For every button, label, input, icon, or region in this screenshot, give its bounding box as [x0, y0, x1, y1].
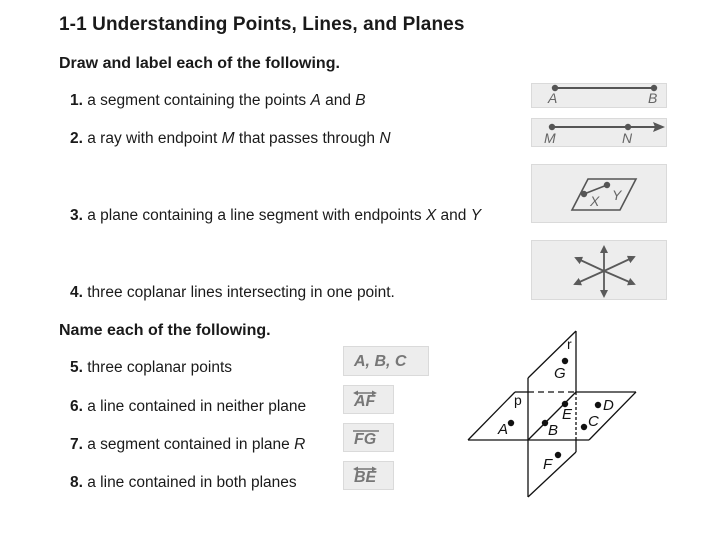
three-intersecting-lines-icon	[532, 241, 668, 301]
answer-box-ray	[531, 118, 667, 147]
question-text: a line contained in both planes	[87, 474, 297, 491]
question-text: a plane containing a line segment with endpoints	[87, 207, 426, 224]
question-2	[70, 130, 391, 148]
svg-text:D: D	[603, 397, 614, 414]
answer-text: FG	[354, 431, 377, 448]
answer-box-5	[343, 346, 429, 376]
variable: M	[221, 130, 235, 147]
answer-box-plane	[531, 164, 667, 223]
question-text: a segment containing the points	[87, 92, 311, 109]
variable: Y	[470, 207, 482, 224]
point-g	[562, 358, 568, 364]
answer-box-lines	[531, 240, 667, 300]
question-text: and	[320, 92, 356, 109]
svg-text:C: C	[588, 413, 599, 430]
question-number: 8.	[70, 474, 83, 491]
section-heading-name: Name each of the following.	[59, 322, 271, 339]
svg-text:G: G	[554, 365, 566, 382]
question-6	[70, 398, 306, 416]
answer-text: BE	[354, 469, 377, 486]
answer-box-6	[343, 385, 394, 414]
variable: B	[355, 92, 366, 109]
question-text: a ray with endpoint	[87, 130, 222, 147]
question-5	[70, 359, 232, 377]
question-text: a line contained in neither plane	[87, 398, 307, 415]
svg-text:A: A	[498, 421, 509, 438]
question-number: 2.	[70, 130, 83, 147]
svg-text:r: r	[567, 336, 572, 352]
point-f	[555, 452, 561, 458]
point-label: A	[548, 90, 558, 106]
answer-text: A, B, C	[354, 353, 407, 370]
variable: A	[310, 92, 321, 109]
answer-box-7	[343, 423, 394, 452]
question-1	[70, 92, 366, 110]
question-4	[70, 284, 395, 302]
answer-text: AF	[354, 393, 376, 410]
question-text: three coplanar lines intersecting in one point.	[87, 284, 395, 301]
question-text: and	[436, 207, 471, 224]
question-number: 5.	[70, 359, 83, 376]
variable: X	[425, 207, 437, 224]
question-3	[70, 207, 481, 225]
answer-box-8	[343, 461, 394, 490]
page-title: 1-1 Understanding Points, Lines, and Planes	[59, 14, 465, 35]
question-number: 1.	[70, 92, 83, 109]
section-heading-draw: Draw and label each of the following.	[59, 55, 340, 72]
plane-drawing	[532, 165, 668, 224]
point-label: M	[544, 130, 556, 146]
point-label: X	[590, 193, 600, 209]
question-8	[70, 474, 297, 492]
svg-text:p: p	[514, 392, 522, 408]
answer-box-segment	[531, 83, 667, 108]
svg-text:F: F	[543, 456, 553, 473]
point-a	[508, 420, 514, 426]
point-c	[581, 424, 587, 430]
question-number: 6.	[70, 398, 83, 415]
point-label: Y	[612, 187, 622, 203]
question-number: 7.	[70, 436, 83, 453]
variable: R	[294, 436, 306, 453]
question-number: 3.	[70, 207, 83, 224]
variable: N	[379, 130, 391, 147]
question-text: that passes through	[234, 130, 380, 147]
point-label: B	[648, 90, 658, 106]
point-label: N	[622, 130, 633, 146]
svg-text:B: B	[548, 422, 559, 439]
svg-text:E: E	[562, 406, 573, 423]
question-text: three coplanar points	[87, 359, 233, 376]
intersecting-planes-diagram	[460, 325, 645, 505]
question-7	[70, 436, 305, 454]
question-number: 4.	[70, 284, 83, 301]
point-d	[595, 402, 601, 408]
question-text: a segment contained in plane	[87, 436, 295, 453]
